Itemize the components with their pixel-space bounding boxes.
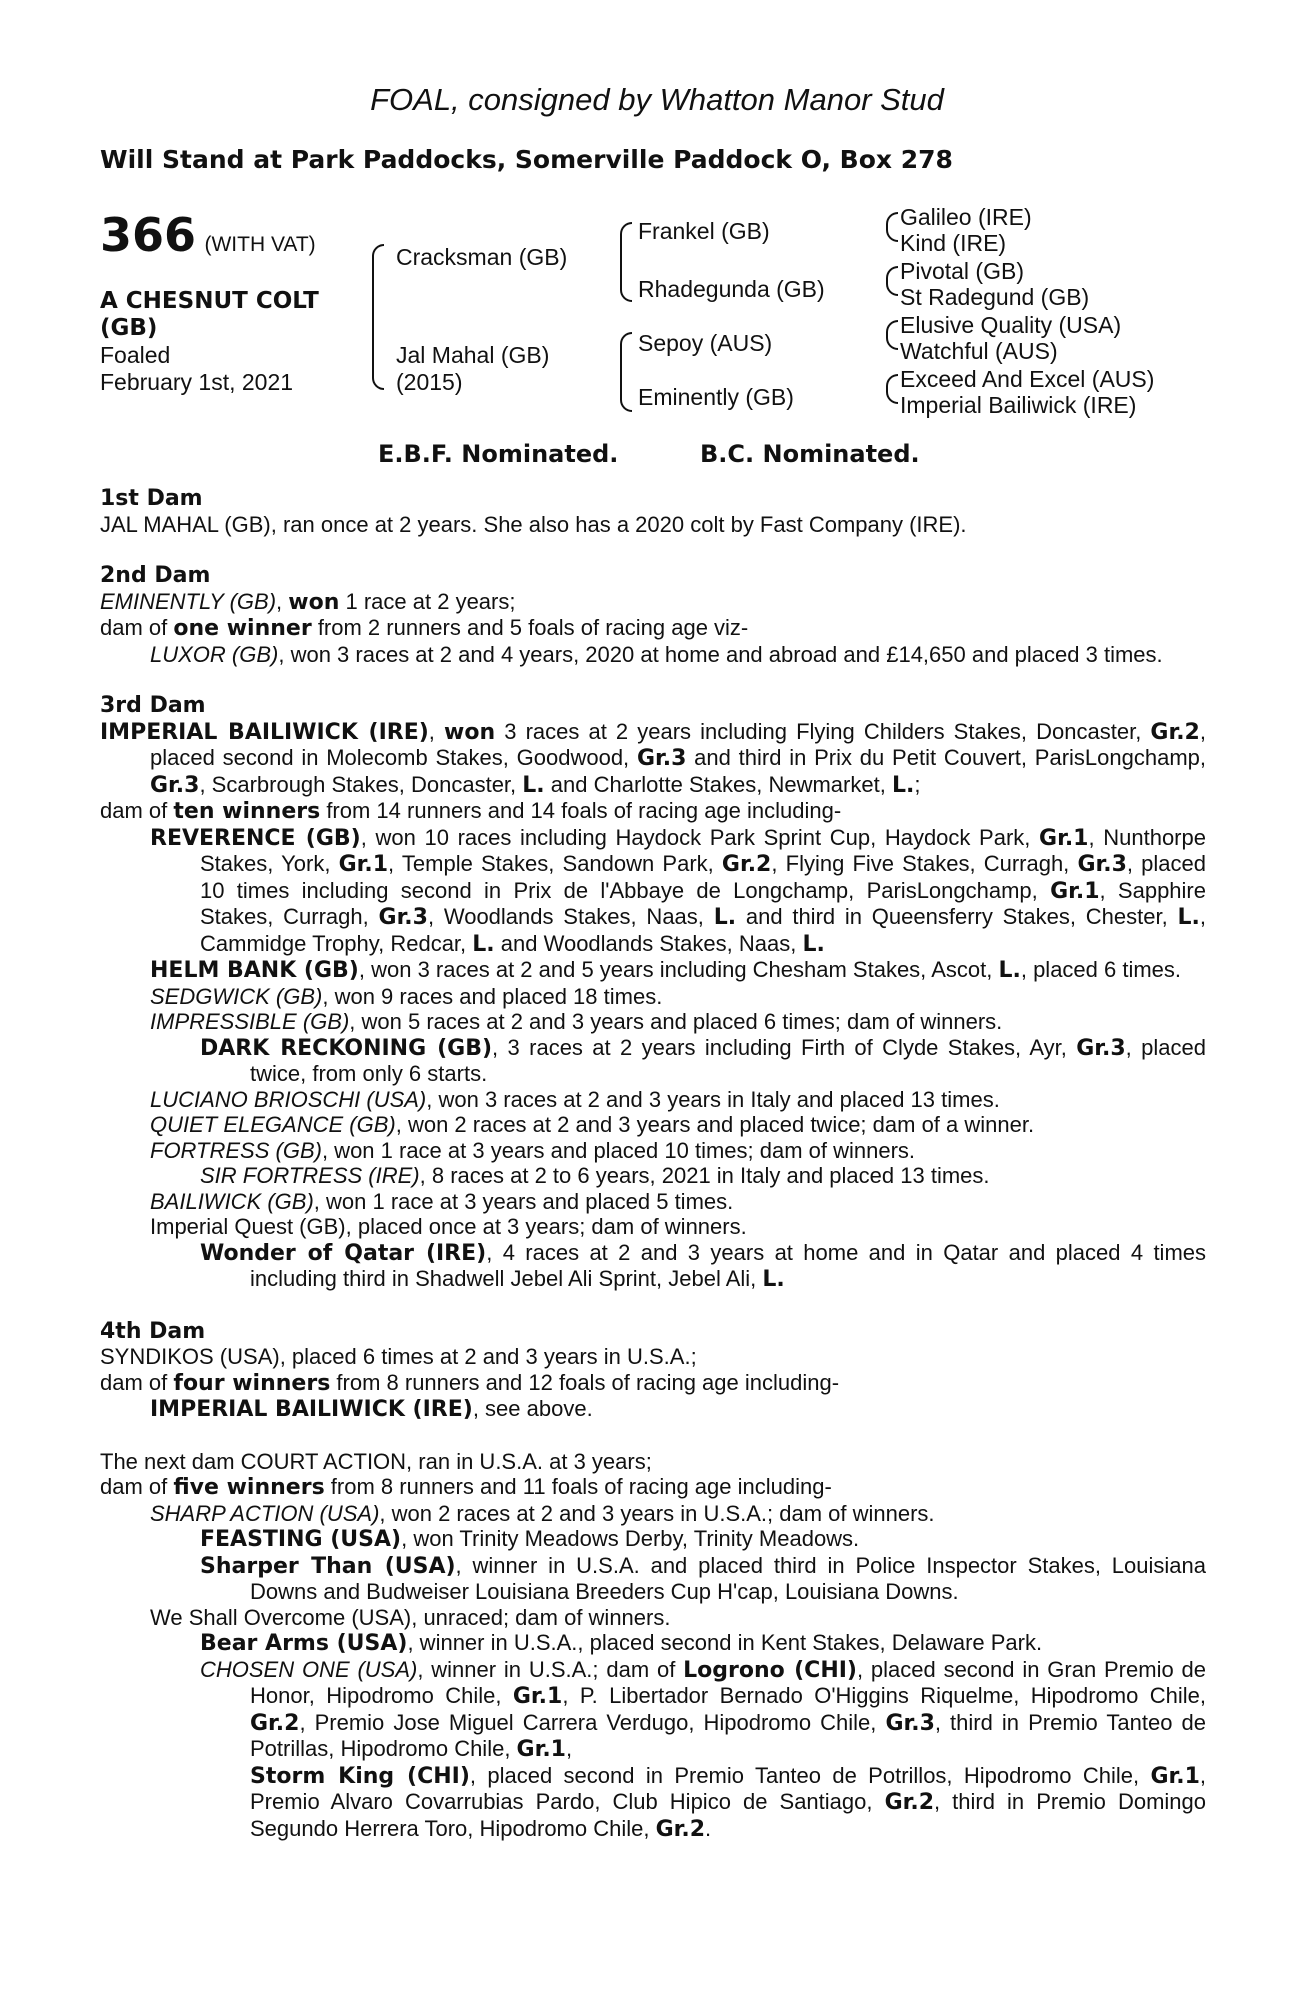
dam1-heading: 1st Dam xyxy=(100,486,203,511)
pedigree-sire-sire: Frankel (GB) xyxy=(638,218,770,244)
dam3-helm-bank: HELM BANK (GB), won 3 races at 2 and 5 years including Chesham Stakes, Ascot, L., placed 6 times. xyxy=(150,957,1182,983)
dam4-heading: 4th Dam xyxy=(100,1318,206,1344)
dam2-line3: LUXOR (GB), won 3 races at 2 and 4 years, 2020 at home and abroad and £14,650 and placed 3 times. xyxy=(150,641,1163,667)
dam4-imperial-bailiwick: IMPERIAL BAILIWICK (IRE), see above. xyxy=(150,1396,593,1422)
brace-eminently xyxy=(886,374,898,404)
dam4-produce-summary: dam of four winners from 8 runners and 12 foals of racing age including- xyxy=(100,1369,840,1396)
dam3-wonder-of-qatar: Wonder of Qatar (IRE), 4 races at 2 and 3 years at home and in Qatar and placed 4 times including third in Shadwell Jebel Ali Sprint, Jebel Ali, L. xyxy=(200,1239,1207,1292)
foaled-date: February 1st, 2021 xyxy=(100,369,294,395)
dam3-imperial-bailiwick: IMPERIAL BAILIWICK (IRE), won 3 races at 2 years including Flying Childers Stakes, Doncaster, Gr.2, placed second in Molecomb Stakes, Goodwood, Gr.3 and third in Prix du Petit Couvert, ParisLongchamp, Gr.3, Scarbrough Stakes, Doncaster, L. and Charlotte Stakes, Newmarket, L.; xyxy=(100,718,1206,798)
horse-description xyxy=(100,288,319,396)
pedigree-dam-year: (2015) xyxy=(396,369,463,395)
bc-nomination: B.C. Nominated. xyxy=(700,440,920,468)
ebf-nomination: E.B.F. Nominated. xyxy=(378,440,619,468)
brace-rhadegunda xyxy=(886,266,898,296)
dam3-sir-fortress: SIR FORTRESS (IRE), 8 races at 2 to 6 years, 2021 in Italy and placed 13 times. xyxy=(200,1163,990,1188)
next-dam-produce-summary: dam of five winners from 8 runners and 11 foals of racing age including- xyxy=(100,1474,832,1500)
lot-block xyxy=(100,208,316,262)
lot-number: 366 xyxy=(100,208,197,262)
next-chosen-one: CHOSEN ONE (USA), winner in U.S.A.; dam of Logrono (CHI), placed second in Gran Premio de Honor, Hipodromo Chile, Gr.1, P. Libertador Bernado O'Higgins Riquelme, Hipodromo Chile, Gr.2, Premio Jose Miguel Carrera Verdugo, Hipodromo Chile, Gr.3, third in Premio Tanteo de Potrillas, Hipodromo Chile, Gr.1, xyxy=(200,1656,1207,1762)
dam3-imperial-quest: Imperial Quest (GB), placed once at 3 years; dam of winners. xyxy=(150,1214,747,1239)
dam2-line1: EMINENTLY (GB), won 1 race at 2 years; xyxy=(100,588,516,615)
pedigree-sdd: St Radegund (GB) xyxy=(900,284,1090,310)
dam1-text: JAL MAHAL (GB), ran once at 2 years. She also has a 2020 colt by Fast Company (IRE). xyxy=(100,511,967,537)
next-sharper-than: Sharper Than (USA), winner in U.S.A. and placed third in Police Inspector Stakes, Louisiana Downs and Budweiser Louisiana Breeders Cup H'cap, Louisiana Downs. xyxy=(200,1552,1206,1604)
brace-sepoy xyxy=(886,320,898,350)
pedigree-dam-dam: Eminently (GB) xyxy=(638,384,794,410)
dam3-bailiwick: BAILIWICK (GB), won 1 race at 3 years and placed 5 times. xyxy=(150,1188,734,1214)
brace-dam-line xyxy=(620,332,632,412)
dam3-heading: 3rd Dam xyxy=(100,693,206,718)
next-bear-arms: Bear Arms (USA), winner in U.S.A., placed second in Kent Stakes, Delaware Park. xyxy=(200,1630,1043,1656)
pedigree-ssd: Kind (IRE) xyxy=(900,230,1007,256)
pedigree-dam: Jal Mahal (GB) xyxy=(396,342,550,368)
dam3-reverence: REVERENCE (GB), won 10 races including Haydock Park Sprint Cup, Haydock Park, Gr.1, Nunthorpe Stakes, York, Gr.1, Temple Stakes, Sandown Park, Gr.2, Flying Five Stakes, Curragh, Gr.3, placed 10 times including second in Prix de l'Abbaye de Longchamp, ParisLongchamp, Gr.1, Sapphire Stakes, Curragh, Gr.3, Woodlands Stakes, Naas, L. and third in Queensferry Stakes, Chester, L., Cammidge Trophy, Redcar, L. and Woodlands Stakes, Naas, L. xyxy=(150,824,1207,957)
brace-generation-1 xyxy=(372,244,384,390)
pedigree-sire-dam: Rhadegunda (GB) xyxy=(638,276,825,302)
next-sharp-action: SHARP ACTION (USA), won 2 races at 2 and 3 years in U.S.A.; dam of winners. xyxy=(150,1500,935,1526)
brace-frankel xyxy=(886,212,898,242)
pedigree-dam-sire: Sepoy (AUS) xyxy=(638,330,773,356)
pedigree-sss: Galileo (IRE) xyxy=(900,204,1032,230)
horse-country: (GB) xyxy=(100,315,158,341)
dam3-quiet-elegance: QUIET ELEGANCE (GB), won 2 races at 2 and 3 years and placed twice; dam of a winner. xyxy=(150,1112,1035,1137)
page-title: FOAL, consigned by Whatton Manor Stud xyxy=(370,82,944,117)
dam4-syndikos: SYNDIKOS (USA), placed 6 times at 2 and 3 years in U.S.A.; xyxy=(100,1344,697,1369)
dam3-fortress: FORTRESS (GB), won 1 race at 3 years and placed 10 times; dam of winners. xyxy=(150,1137,916,1163)
pedigree-sire: Cracksman (GB) xyxy=(396,244,568,270)
dam2-line2: dam of one winner from 2 runners and 5 foals of racing age viz- xyxy=(100,615,749,641)
lot-vat: (WITH VAT) xyxy=(204,233,316,256)
next-storm-king: Storm King (CHI), placed second in Premio Tanteo de Potrillos, Hipodromo Chile, Gr.1, Premio Alvaro Covarrubias Pardo, Club Hipico de Santiago, Gr.2, third in Premio Domingo Segundo Herrera Toro, Hipodromo Chile, Gr.2. xyxy=(250,1762,1207,1842)
dam3-sedgwick: SEDGWICK (GB), won 9 races and placed 18 times. xyxy=(150,983,663,1009)
stand-location: Will Stand at Park Paddocks, Somerville Paddock O, Box 278 xyxy=(100,145,953,174)
catalogue-body xyxy=(100,486,1206,1842)
brace-sire-line xyxy=(620,222,632,302)
next-feasting: FEASTING (USA), won Trinity Meadows Derby, Trinity Meadows. xyxy=(200,1526,860,1552)
dam3-dark-reckoning: DARK RECKONING (GB), 3 races at 2 years including Firth of Clyde Stakes, Ayr, Gr.3, placed twice, from only 6 starts. xyxy=(200,1034,1206,1086)
pedigree-sds: Pivotal (GB) xyxy=(900,258,1024,284)
next-dam-court-action: The next dam COURT ACTION, ran in U.S.A. at 3 years; xyxy=(100,1448,652,1474)
horse-name: A CHESNUT COLT xyxy=(100,288,319,314)
foaled-label: Foaled xyxy=(100,342,171,368)
pedigree-dsd: Watchful (AUS) xyxy=(900,338,1058,364)
pedigree-dss: Elusive Quality (USA) xyxy=(900,312,1122,338)
dam3-impressible: IMPRESSIBLE (GB), won 5 races at 2 and 3 years and placed 6 times; dam of winners. xyxy=(150,1009,1003,1034)
next-we-shall-overcome: We Shall Overcome (USA), unraced; dam of winners. xyxy=(150,1604,671,1630)
pedigree-ddd: Imperial Bailiwick (IRE) xyxy=(900,392,1137,418)
pedigree-dds: Exceed And Excel (AUS) xyxy=(900,366,1155,392)
dam3-produce-summary: dam of ten winners from 14 runners and 14 foals of racing age including- xyxy=(100,798,842,824)
dam3-luciano-brioschi: LUCIANO BRIOSCHI (USA), won 3 races at 2 and 3 years in Italy and placed 13 times. xyxy=(150,1086,1000,1112)
dam2-heading: 2nd Dam xyxy=(100,563,211,588)
